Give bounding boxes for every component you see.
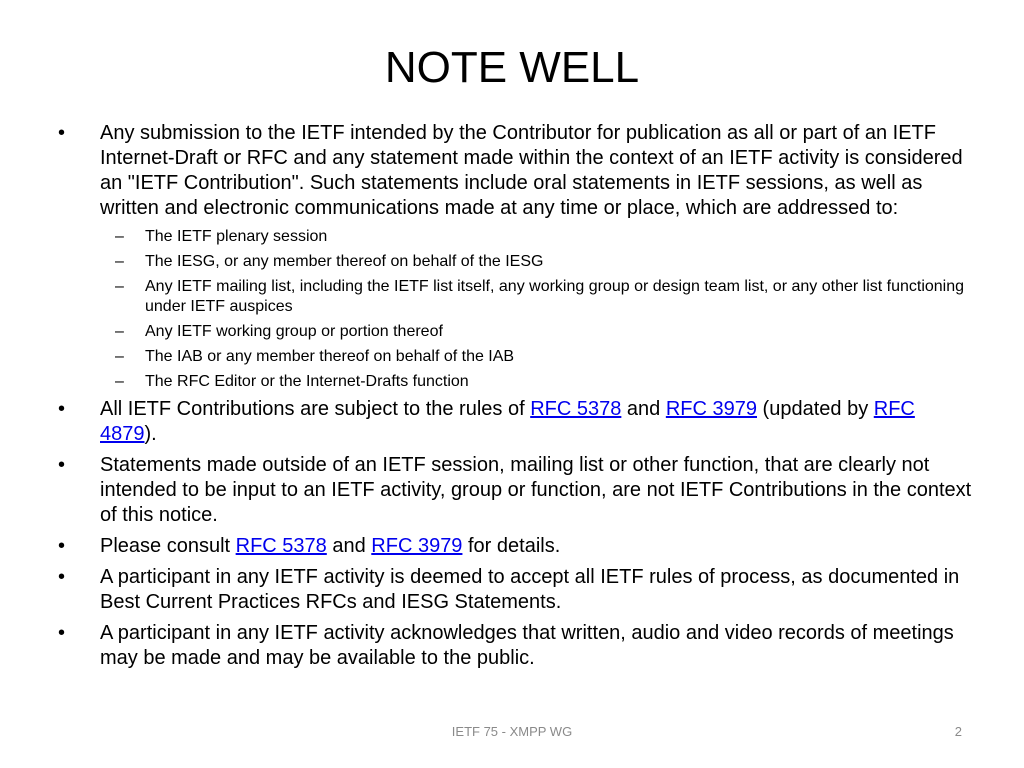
- bullet-text: [100, 535, 560, 557]
- slide-body: [58, 121, 973, 677]
- bullet-point-outside-statements: [58, 453, 973, 528]
- text-segment: All IETF Contributions are subject to the rules of: [100, 398, 531, 420]
- bullet-point-submission: [58, 121, 973, 221]
- sub-item-text: Any IETF mailing list, including the IETF list itself, any working group or design team list, or any other list functioning under IETF auspices: [145, 278, 965, 315]
- bullet-text: Statements made outside of an IETF session, mailing list or other function, that are clearly not intended to be input to an IETF activity, group or function, are not IETF Contributions in the context of this notice.: [100, 454, 972, 526]
- text-segment: Please consult: [100, 535, 236, 557]
- sub-item-text: Any IETF working group or portion thereof: [145, 323, 443, 340]
- bullet-icon: •: [58, 535, 66, 557]
- dash-icon: –: [115, 373, 124, 390]
- bullet-point-records: [58, 621, 973, 671]
- bullet-icon: •: [58, 122, 66, 144]
- slide-title: NOTE WELL: [384, 43, 640, 92]
- sub-item-text: The IESG, or any member thereof on behalf of the IESG: [145, 253, 544, 270]
- dash-icon: –: [115, 348, 124, 365]
- sub-item-rfc-editor: [58, 372, 973, 392]
- sub-item-text: The IAB or any member thereof on behalf of the IAB: [145, 348, 515, 365]
- bullet-icon: •: [58, 398, 66, 420]
- rfc-3979-link[interactable]: RFC 3979: [371, 535, 463, 557]
- addressee-list: [58, 227, 973, 392]
- text-segment: for details.: [462, 535, 561, 557]
- sub-item-working-group: [58, 322, 973, 342]
- sub-item-plenary: [58, 227, 973, 247]
- sub-item-text: The IETF plenary session: [145, 228, 328, 245]
- slide-footer: IETF 75 - XMPP WG: [451, 724, 573, 739]
- text-segment: and: [621, 398, 666, 420]
- dash-icon: –: [115, 253, 124, 270]
- dash-icon: –: [115, 228, 124, 245]
- text-segment: ).: [144, 423, 157, 445]
- text-segment: (updated by: [757, 398, 874, 420]
- rfc-5378-link[interactable]: RFC 5378: [235, 535, 327, 557]
- bullet-point-rules: [58, 397, 973, 447]
- rfc-5378-link[interactable]: RFC 5378: [530, 398, 622, 420]
- bullet-text: A participant in any IETF activity is deemed to accept all IETF rules of process, as documented in Best Current Practices RFCs and IESG Statements.: [100, 566, 960, 613]
- text-segment: and: [326, 535, 372, 557]
- slide-number: 2: [954, 724, 962, 739]
- bullet-point-accept-rules: [58, 565, 973, 615]
- bullet-icon: •: [58, 566, 66, 588]
- sub-item-iesg: [58, 252, 973, 272]
- bullet-icon: •: [58, 454, 66, 476]
- bullet-text: A participant in any IETF activity acknowledges that written, audio and video records of meetings may be made and may be available to the public.: [100, 622, 954, 669]
- bullet-text: Any submission to the IETF intended by the Contributor for publication as all or part of an IETF Internet-Draft or RFC and any statement made within the context of an IETF activity is considered an "IETF Contribution". Such statements include oral statements in IETF sessions, as well as written and electronic communications made at any time or place, which are addressed to:: [100, 122, 963, 219]
- sub-item-text: The RFC Editor or the Internet-Drafts function: [145, 373, 469, 390]
- sub-item-iab: [58, 347, 973, 367]
- bullet-icon: •: [58, 622, 66, 644]
- dash-icon: –: [115, 323, 124, 340]
- rfc-4879-link[interactable]: RFC 4879: [100, 398, 915, 445]
- bullet-point-consult: [58, 534, 973, 559]
- dash-icon: –: [115, 278, 124, 295]
- bullet-text: [100, 398, 915, 445]
- sub-item-mailing-list: [58, 277, 973, 317]
- rfc-3979-link[interactable]: RFC 3979: [665, 398, 757, 420]
